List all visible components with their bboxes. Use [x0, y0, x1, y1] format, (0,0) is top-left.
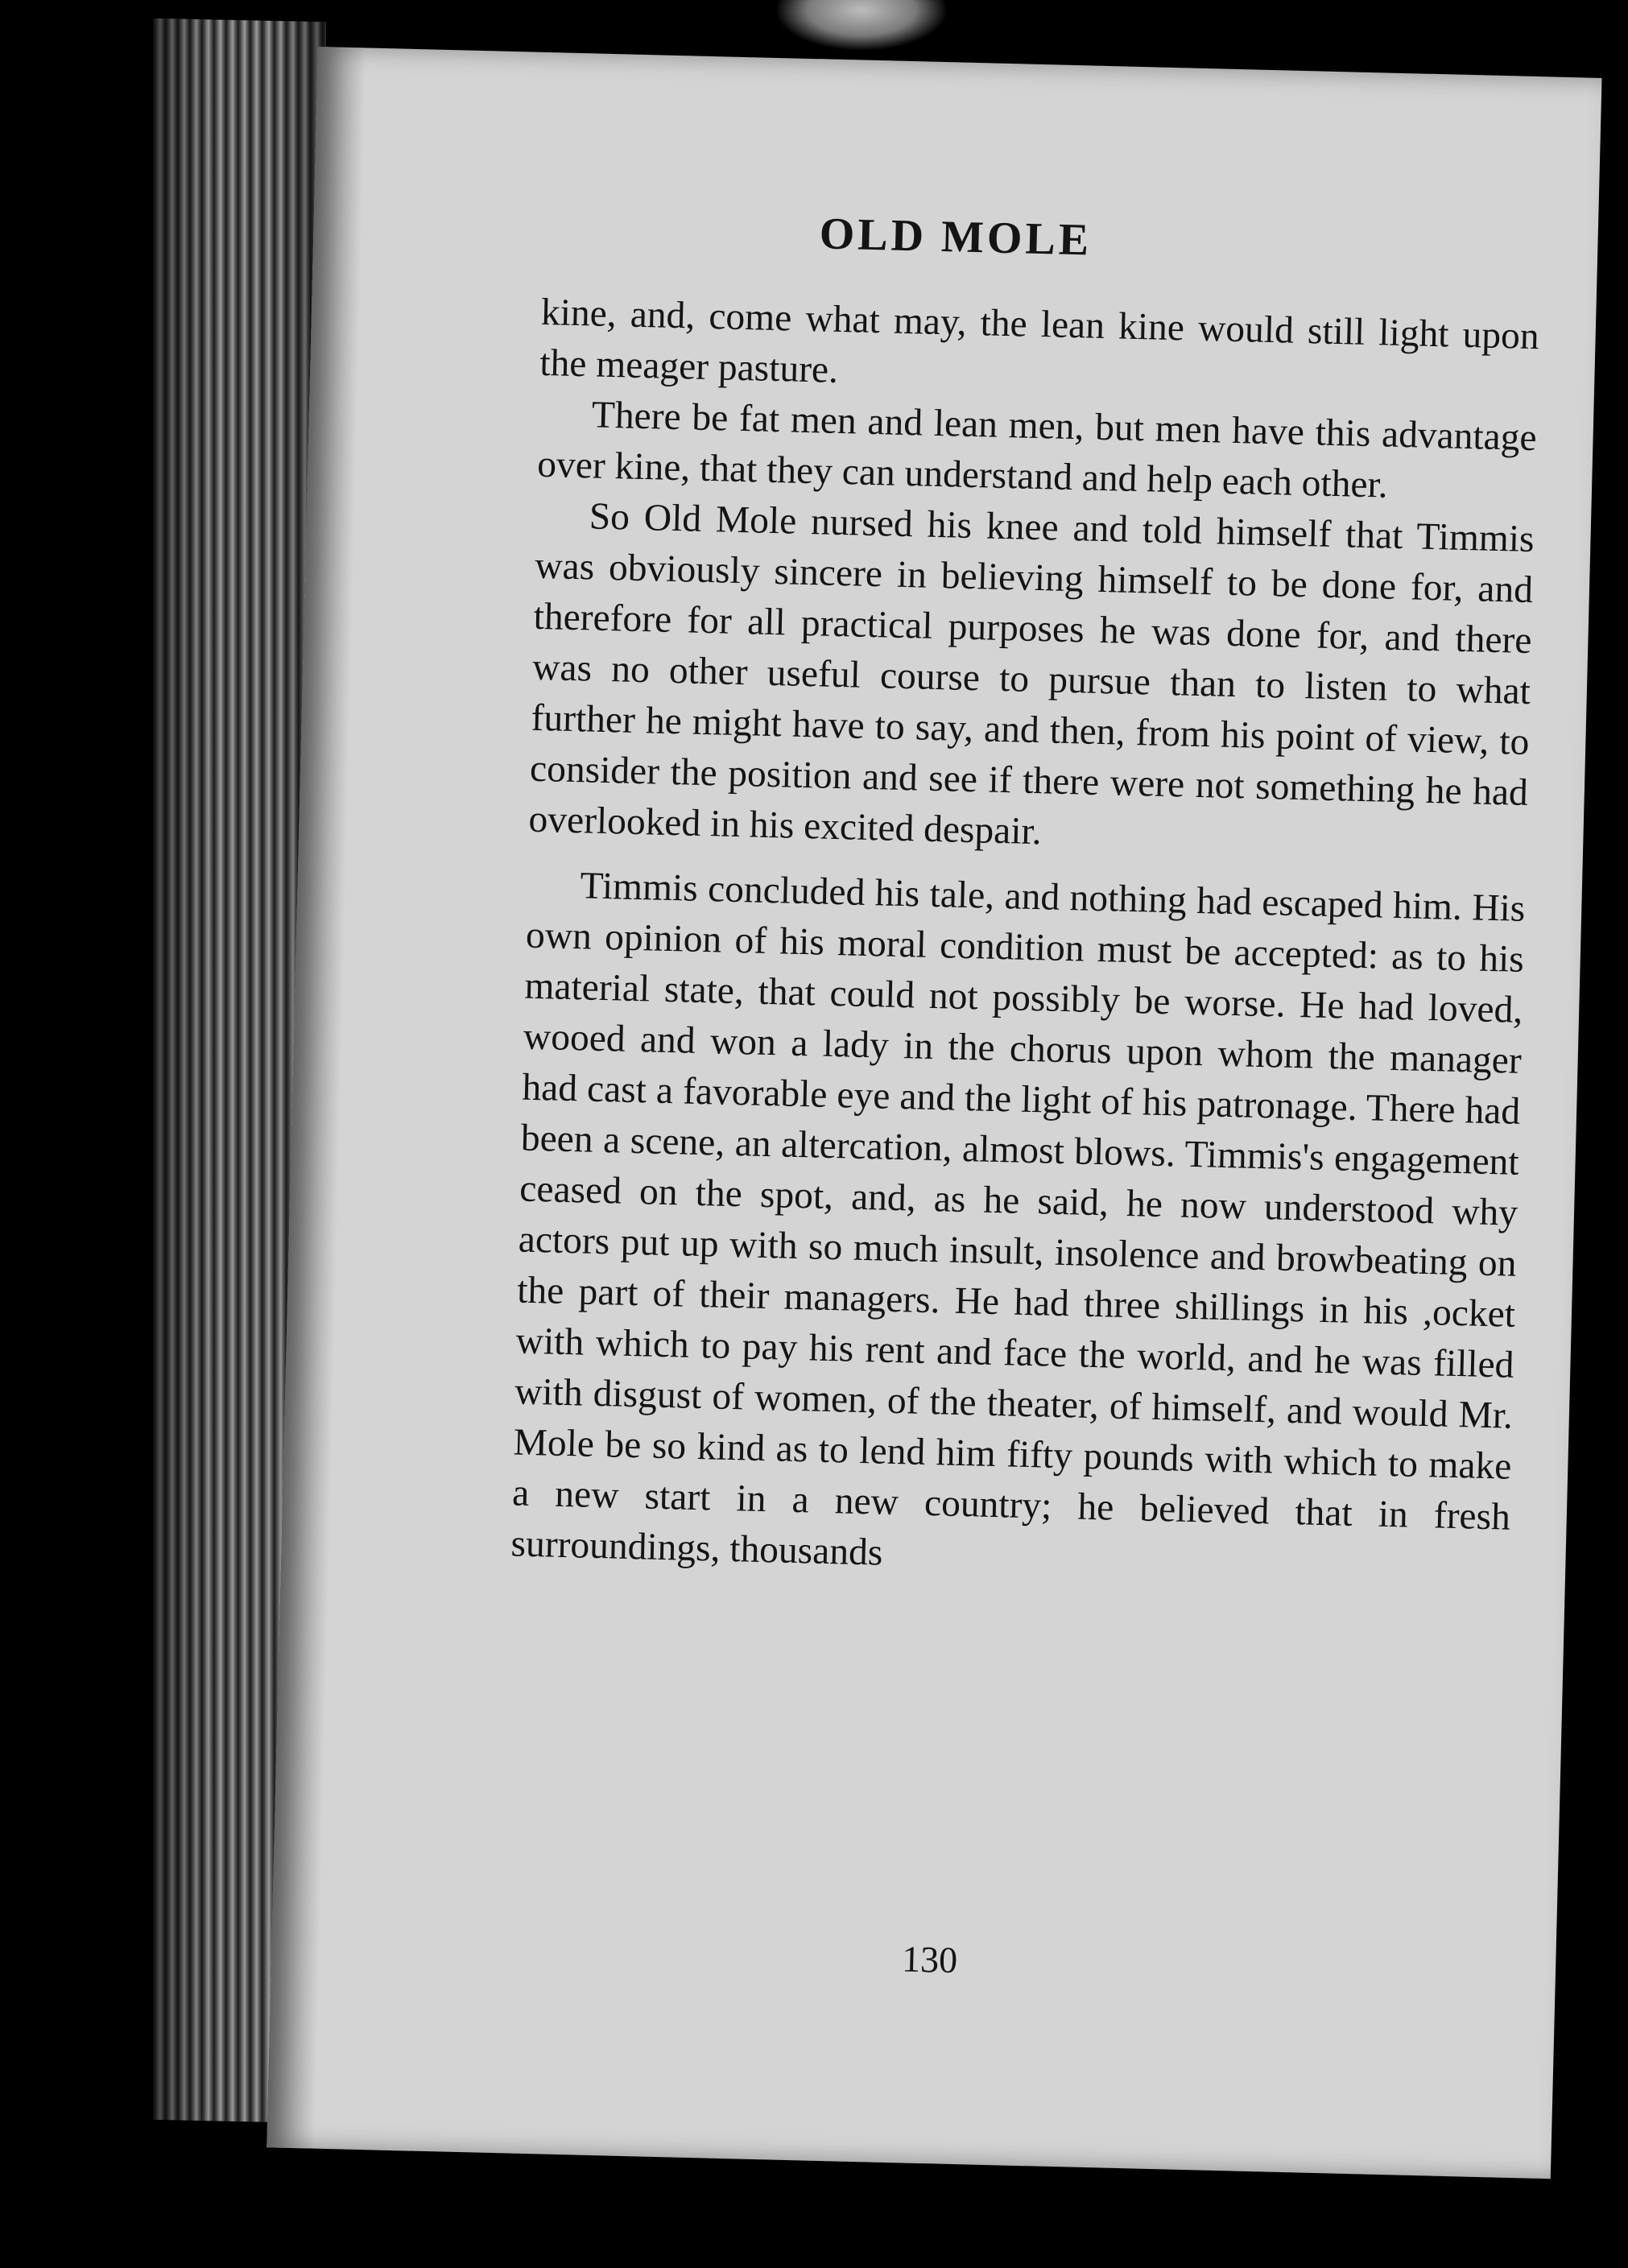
paragraph-4: Timmis concluded his tale, and nothing had escaped him. His own opinion of his moral condition must be accepted: as to his material state, that could not possibly be worse. He had loved, wooed and won a lady in the chorus upon whom the manager had cast a favorable eye and the light of his patronage. There had been a scene, an altercation, almost blows. Timmis's engagement ceased on the spot, and, as he said, he now understood why actors put up with so much insult, insolence and browbeating on the part of their managers. He had three shillings in his ,ocket with which to pay his rent and face the world, and he was filled with disgust of women, of the theater, of himself, and would Mr. Mole be so kind as to lend him fifty pounds with which to make a new start in a new country; he believed that in fresh surroundings, thousands	[510, 865, 1526, 1574]
cover-ornament	[777, 0, 946, 50]
body-text	[510, 287, 1540, 1594]
book-page	[267, 47, 1601, 2179]
paragraph-1: kine, and, come what may, the lean kine would still light upon the meager pasture.	[539, 291, 1540, 391]
running-head: OLD MOLE	[819, 209, 1093, 266]
paragraph-2: There be fat men and lean men, but men have this advantage over kine, that they can understand and help each other.	[536, 394, 1538, 506]
paragraph-3: So Old Mole nursed his knee and told himself that Timmis was obviously sincere in believing himself to be done for, and therefore for all practical purposes he was done for, and there was no other useful course to pursue than to listen to what further he might have to say, and then, from his point of view, to consider the position and see if there were not something he had overlooked in his excited despair.	[527, 495, 1535, 853]
page-number: 130	[901, 1938, 958, 1981]
